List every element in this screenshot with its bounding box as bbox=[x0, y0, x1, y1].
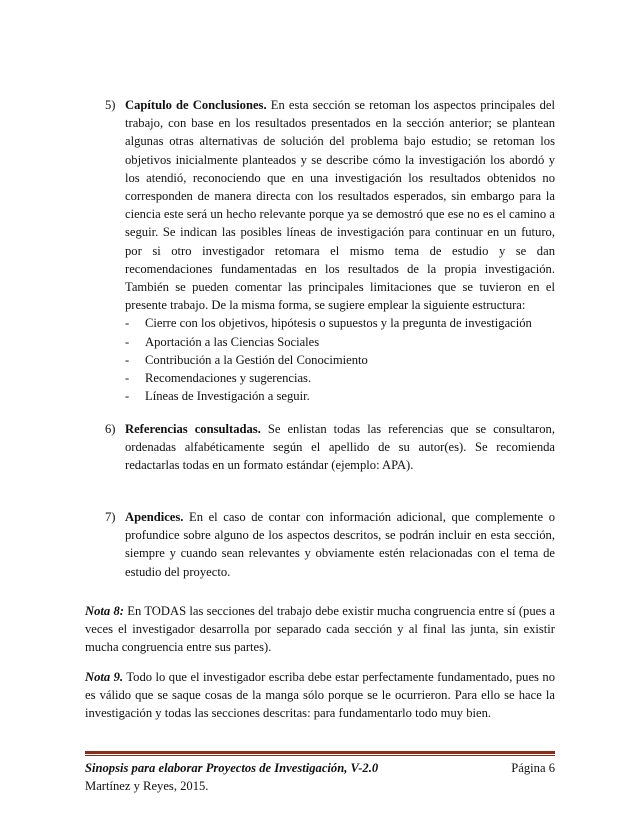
dash-bullet: - bbox=[125, 316, 130, 331]
note-8-text: En TODAS las secciones del trabajo debe existir mucha congruencia entre sí (pues a veces el investigador desarrolla por separado cada sección y al final las junta, sin existir mucha congruencia entre sus partes). bbox=[85, 604, 556, 655]
section-5-body bbox=[125, 96, 555, 405]
section-6-body bbox=[125, 420, 555, 475]
conclusions-structure-list bbox=[125, 314, 555, 405]
footer-authors: Martínez y Reyes, 2015. bbox=[85, 779, 209, 793]
section-7-body bbox=[125, 508, 555, 581]
section-7 bbox=[105, 508, 555, 581]
dash-bullet: - bbox=[125, 371, 130, 386]
list-item-text: Cierre con los objetivos, hipótesis o supuestos y la pregunta de investigación bbox=[145, 316, 532, 331]
list-item bbox=[125, 314, 555, 332]
list-item-text: Contribución a la Gestión del Conocimiento bbox=[145, 352, 368, 367]
footer-document-title: Sinopsis para elaborar Proyectos de Investigación, V-2.0 bbox=[85, 761, 379, 775]
note-9-text: Todo lo que el investigador escriba debe estar perfectamente fundamentado, pues no es válido que se saque cosas de la manga sólo porque se le ocurrieron. Para ello se hace la investigación y todas las secciones descritas: para fundamentarlo todo muy bien. bbox=[85, 670, 555, 721]
section-5-number: 5) bbox=[105, 98, 116, 112]
section-7-title: Apendices. bbox=[125, 510, 184, 524]
section-6-number: 6) bbox=[105, 422, 116, 436]
note-8-label: Nota 8: bbox=[85, 604, 124, 618]
dash-bullet: - bbox=[125, 334, 130, 349]
page-number: Página 6 bbox=[511, 761, 555, 775]
section-6 bbox=[105, 420, 555, 475]
footer-divider bbox=[85, 751, 555, 754]
list-item bbox=[125, 333, 555, 351]
list-item-text: Líneas de Investigación a seguir. bbox=[145, 389, 310, 404]
list-item bbox=[125, 387, 555, 405]
dash-bullet: - bbox=[125, 352, 130, 367]
note-8 bbox=[85, 602, 555, 657]
list-item-text: Aportación a las Ciencias Sociales bbox=[145, 334, 320, 349]
page-footer bbox=[85, 759, 555, 795]
section-5 bbox=[105, 96, 555, 405]
note-9 bbox=[85, 668, 555, 723]
section-6-text: Se enlistan todas las referencias que se consultaron, ordenadas alfabéticamente según el apellido de su autor(es). Se recomienda redactarlas todas en un formato estándar (ejemplo: APA). bbox=[125, 422, 555, 473]
list-item-text: Recomendaciones y sugerencias. bbox=[145, 371, 312, 386]
dash-bullet: - bbox=[125, 389, 130, 404]
section-5-text: En esta sección se retoman los aspectos principales del trabajo, con base en los resultados presentados en la sección anterior; se plantean algunas otras alternativas de solución del problema bajo estudio; se retoman los objetivos inicialmente planteados y se describe cómo la investigación los abordó y los atendió, reconociendo que en una investigación los resultados obtenidos no corresponden de manera directa con los resultados esperados, sin embargo para la ciencia este será un hecho relevante porque ya se demostró que ese no es el camino a seguir. Se indican las posibles líneas de investigación para continuar en un futuro, por si otro investigador retomara el mismo tema de estudio y se dan recomendaciones fundamentadas en los resultados de la propia investigación. También se pueden comentar las principales limitaciones que se tuvieron en el presente trabajo. De la misma forma, se sugiere emplear la siguiente estructura: bbox=[125, 98, 556, 313]
footer-divider-thin bbox=[85, 755, 555, 756]
list-item bbox=[125, 369, 555, 387]
section-6-title: Referencias consultadas. bbox=[125, 422, 261, 436]
note-9-label: Nota 9. bbox=[85, 670, 124, 684]
section-5-title: Capítulo de Conclusiones. bbox=[125, 98, 267, 112]
section-7-text: En el caso de contar con información adicional, que complemente o profundice sobre alguno de los aspectos descritos, se podrán incluir en esta sección, siempre y cuando sean relevantes y obviamente estén relacionadas con el tema de estudio del proyecto. bbox=[125, 510, 555, 579]
list-item bbox=[125, 351, 555, 369]
section-7-number: 7) bbox=[105, 510, 116, 524]
